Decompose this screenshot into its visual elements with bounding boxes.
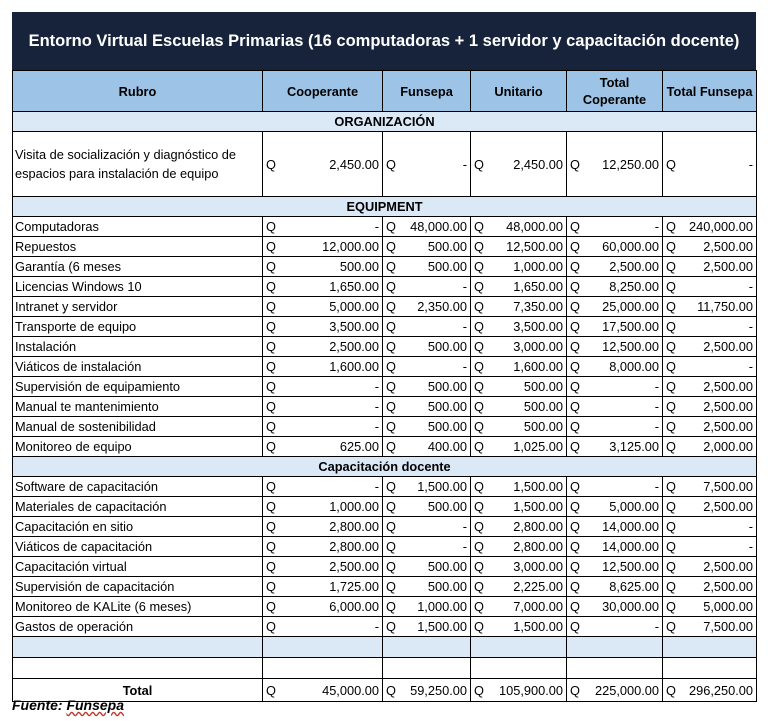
currency-cell: Q <box>383 497 405 517</box>
rubro-cell: Transporte de equipo <box>13 317 263 337</box>
rubro-cell: Total <box>13 679 263 702</box>
empty-cell <box>13 658 263 679</box>
amount-cell: 500.00 <box>285 257 383 277</box>
amount-cell: 12,250.00 <box>589 132 663 197</box>
currency-cell: Q <box>383 237 405 257</box>
currency-cell: Q <box>471 357 493 377</box>
amount-cell: 2,500.00 <box>685 397 757 417</box>
amount-cell: 3,000.00 <box>493 337 567 357</box>
empty-cell <box>263 637 383 658</box>
amount-cell: 12,500.00 <box>589 337 663 357</box>
amount-cell: - <box>685 537 757 557</box>
amount-cell: 1,650.00 <box>285 277 383 297</box>
currency-cell: Q <box>383 557 405 577</box>
amount-cell: 1,600.00 <box>285 357 383 377</box>
amount-cell: 7,500.00 <box>685 477 757 497</box>
currency-cell: Q <box>471 257 493 277</box>
currency-cell: Q <box>383 597 405 617</box>
amount-cell: 1,600.00 <box>493 357 567 377</box>
amount-cell: - <box>405 537 471 557</box>
rubro-cell: Supervisión de capacitación <box>13 577 263 597</box>
rubro-cell: Gastos de operación <box>13 617 263 637</box>
amount-cell: 296,250.00 <box>685 679 757 702</box>
currency-cell: Q <box>663 577 685 597</box>
amount-cell: - <box>685 317 757 337</box>
table-row <box>13 617 757 637</box>
currency-cell: Q <box>663 597 685 617</box>
currency-cell: Q <box>263 277 285 297</box>
currency-cell: Q <box>383 357 405 377</box>
spacer-row <box>13 637 757 658</box>
amount-cell: 1,500.00 <box>405 617 471 637</box>
currency-cell: Q <box>567 577 589 597</box>
amount-cell: - <box>589 417 663 437</box>
currency-cell: Q <box>383 679 405 702</box>
currency-cell: Q <box>263 517 285 537</box>
amount-cell: 2,500.00 <box>685 257 757 277</box>
amount-cell: 500.00 <box>493 377 567 397</box>
currency-cell: Q <box>471 497 493 517</box>
amount-cell: 45,000.00 <box>285 679 383 702</box>
currency-cell: Q <box>383 257 405 277</box>
table-row <box>13 397 757 417</box>
amount-cell: - <box>589 477 663 497</box>
currency-cell: Q <box>263 477 285 497</box>
currency-cell: Q <box>263 679 285 702</box>
table-row <box>13 577 757 597</box>
currency-cell: Q <box>663 679 685 702</box>
currency-cell: Q <box>383 417 405 437</box>
amount-cell: 500.00 <box>405 397 471 417</box>
currency-cell: Q <box>663 217 685 237</box>
table-row <box>13 357 757 377</box>
currency-cell: Q <box>263 237 285 257</box>
rubro-cell: Capacitación virtual <box>13 557 263 577</box>
table-row <box>13 257 757 277</box>
amount-cell: - <box>685 132 757 197</box>
budget-sheet <box>12 12 756 702</box>
currency-cell: Q <box>263 337 285 357</box>
amount-cell: 2,800.00 <box>285 537 383 557</box>
header-rubro: Rubro <box>13 71 263 112</box>
currency-cell: Q <box>663 557 685 577</box>
currency-cell: Q <box>663 537 685 557</box>
amount-cell: 500.00 <box>493 397 567 417</box>
source-note <box>12 697 124 713</box>
empty-cell <box>567 637 663 658</box>
rubro-cell: Viáticos de instalación <box>13 357 263 377</box>
amount-cell: 1,500.00 <box>493 477 567 497</box>
amount-cell: 12,000.00 <box>285 237 383 257</box>
table-row <box>13 537 757 557</box>
section-header-row <box>13 112 757 132</box>
amount-cell: - <box>685 517 757 537</box>
currency-cell: Q <box>471 237 493 257</box>
budget-table <box>12 70 757 702</box>
amount-cell: 500.00 <box>405 557 471 577</box>
rubro-cell: Manual de sostenibilidad <box>13 417 263 437</box>
amount-cell: 1,000.00 <box>285 497 383 517</box>
currency-cell: Q <box>471 597 493 617</box>
currency-cell: Q <box>567 277 589 297</box>
currency-cell: Q <box>663 377 685 397</box>
amount-cell: 2,450.00 <box>493 132 567 197</box>
currency-cell: Q <box>567 597 589 617</box>
amount-cell: 1,650.00 <box>493 277 567 297</box>
rubro-cell: Visita de socialización y diagnóstico de espacios para instalación de equipo <box>13 132 263 197</box>
currency-cell: Q <box>567 417 589 437</box>
currency-cell: Q <box>263 497 285 517</box>
empty-cell <box>471 637 567 658</box>
currency-cell: Q <box>471 477 493 497</box>
currency-cell: Q <box>263 217 285 237</box>
amount-cell: 500.00 <box>405 577 471 597</box>
currency-cell: Q <box>663 317 685 337</box>
currency-cell: Q <box>567 537 589 557</box>
rubro-cell: Monitoreo de KALite (6 meses) <box>13 597 263 617</box>
currency-cell: Q <box>663 497 685 517</box>
table-title: Entorno Virtual Escuelas Primarias (16 computadoras + 1 servidor y capacitación docente) <box>12 12 756 70</box>
rubro-cell: Monitoreo de equipo <box>13 437 263 457</box>
amount-cell: - <box>405 317 471 337</box>
amount-cell: 2,500.00 <box>685 577 757 597</box>
currency-cell: Q <box>383 577 405 597</box>
currency-cell: Q <box>471 297 493 317</box>
amount-cell: 8,250.00 <box>589 277 663 297</box>
amount-cell: 625.00 <box>285 437 383 457</box>
amount-cell: - <box>405 357 471 377</box>
currency-cell: Q <box>471 132 493 197</box>
table-row <box>13 297 757 317</box>
amount-cell: - <box>285 377 383 397</box>
currency-cell: Q <box>263 377 285 397</box>
amount-cell: - <box>589 217 663 237</box>
currency-cell: Q <box>263 317 285 337</box>
amount-cell: 60,000.00 <box>589 237 663 257</box>
rubro-cell: Manual te mantenimiento <box>13 397 263 417</box>
amount-cell: 500.00 <box>405 257 471 277</box>
empty-cell <box>567 658 663 679</box>
rubro-cell: Intranet y servidor <box>13 297 263 317</box>
currency-cell: Q <box>263 417 285 437</box>
amount-cell: 2,500.00 <box>285 337 383 357</box>
currency-cell: Q <box>567 317 589 337</box>
header-total-cooperante: Total Coperante <box>567 71 663 112</box>
spacer-row <box>13 658 757 679</box>
section-header-row <box>13 457 757 477</box>
amount-cell: 5,000.00 <box>685 597 757 617</box>
amount-cell: 1,500.00 <box>493 617 567 637</box>
currency-cell: Q <box>471 217 493 237</box>
currency-cell: Q <box>263 617 285 637</box>
amount-cell: 2,225.00 <box>493 577 567 597</box>
amount-cell: 8,625.00 <box>589 577 663 597</box>
amount-cell: 105,900.00 <box>493 679 567 702</box>
header-funsepa: Funsepa <box>383 71 471 112</box>
currency-cell: Q <box>383 297 405 317</box>
amount-cell: - <box>285 477 383 497</box>
currency-cell: Q <box>263 132 285 197</box>
amount-cell: 2,500.00 <box>685 237 757 257</box>
currency-cell: Q <box>471 577 493 597</box>
rubro-cell: Software de capacitación <box>13 477 263 497</box>
header-row <box>13 71 757 112</box>
amount-cell: 500.00 <box>405 417 471 437</box>
currency-cell: Q <box>663 337 685 357</box>
currency-cell: Q <box>567 257 589 277</box>
currency-cell: Q <box>567 437 589 457</box>
amount-cell: 11,750.00 <box>685 297 757 317</box>
amount-cell: 225,000.00 <box>589 679 663 702</box>
section-title: EQUIPMENT <box>13 197 757 217</box>
currency-cell: Q <box>383 277 405 297</box>
table-row <box>13 217 757 237</box>
section-title: Capacitación docente <box>13 457 757 477</box>
amount-cell: 7,000.00 <box>493 597 567 617</box>
currency-cell: Q <box>663 257 685 277</box>
currency-cell: Q <box>663 617 685 637</box>
currency-cell: Q <box>263 257 285 277</box>
table-row <box>13 132 757 197</box>
amount-cell: 500.00 <box>405 497 471 517</box>
currency-cell: Q <box>663 132 685 197</box>
rubro-cell: Computadoras <box>13 217 263 237</box>
currency-cell: Q <box>663 357 685 377</box>
amount-cell: 8,000.00 <box>589 357 663 377</box>
currency-cell: Q <box>471 337 493 357</box>
currency-cell: Q <box>263 357 285 377</box>
amount-cell: 25,000.00 <box>589 297 663 317</box>
table-row <box>13 377 757 397</box>
table-body <box>13 112 757 702</box>
amount-cell: - <box>405 132 471 197</box>
currency-cell: Q <box>383 217 405 237</box>
header-unitario: Unitario <box>471 71 567 112</box>
header-cooperante: Cooperante <box>263 71 383 112</box>
amount-cell: 1,025.00 <box>493 437 567 457</box>
currency-cell: Q <box>567 297 589 317</box>
amount-cell: - <box>405 517 471 537</box>
table-row <box>13 277 757 297</box>
empty-cell <box>383 658 471 679</box>
currency-cell: Q <box>663 397 685 417</box>
currency-cell: Q <box>263 597 285 617</box>
amount-cell: 3,500.00 <box>285 317 383 337</box>
currency-cell: Q <box>663 237 685 257</box>
currency-cell: Q <box>383 437 405 457</box>
currency-cell: Q <box>567 357 589 377</box>
currency-cell: Q <box>567 132 589 197</box>
source-prefix: Fuente: <box>12 697 67 713</box>
amount-cell: 2,350.00 <box>405 297 471 317</box>
empty-cell <box>263 658 383 679</box>
amount-cell: - <box>589 377 663 397</box>
currency-cell: Q <box>383 337 405 357</box>
empty-cell <box>383 637 471 658</box>
amount-cell: 7,350.00 <box>493 297 567 317</box>
rubro-cell: Materiales de capacitación <box>13 497 263 517</box>
amount-cell: 1,500.00 <box>493 497 567 517</box>
table-row <box>13 557 757 577</box>
currency-cell: Q <box>663 517 685 537</box>
amount-cell: - <box>405 277 471 297</box>
currency-cell: Q <box>263 437 285 457</box>
amount-cell: - <box>285 417 383 437</box>
source-name: Funsepa <box>66 697 125 713</box>
currency-cell: Q <box>471 397 493 417</box>
amount-cell: - <box>589 397 663 417</box>
section-header-row <box>13 197 757 217</box>
currency-cell: Q <box>383 537 405 557</box>
table-row <box>13 497 757 517</box>
amount-cell: 2,500.00 <box>285 557 383 577</box>
amount-cell: 14,000.00 <box>589 537 663 557</box>
table-row <box>13 237 757 257</box>
currency-cell: Q <box>383 477 405 497</box>
amount-cell: 3,000.00 <box>493 557 567 577</box>
currency-cell: Q <box>567 557 589 577</box>
rubro-cell: Garantía (6 meses <box>13 257 263 277</box>
amount-cell: 2,500.00 <box>685 497 757 517</box>
amount-cell: 14,000.00 <box>589 517 663 537</box>
currency-cell: Q <box>471 317 493 337</box>
amount-cell: 2,000.00 <box>685 437 757 457</box>
currency-cell: Q <box>263 557 285 577</box>
amount-cell: 2,800.00 <box>493 517 567 537</box>
amount-cell: 500.00 <box>405 377 471 397</box>
amount-cell: 2,500.00 <box>589 257 663 277</box>
amount-cell: - <box>685 357 757 377</box>
amount-cell: 59,250.00 <box>405 679 471 702</box>
table-row <box>13 437 757 457</box>
amount-cell: 3,500.00 <box>493 317 567 337</box>
rubro-cell: Repuestos <box>13 237 263 257</box>
currency-cell: Q <box>263 397 285 417</box>
currency-cell: Q <box>567 617 589 637</box>
table-row <box>13 517 757 537</box>
rubro-cell: Instalación <box>13 337 263 357</box>
amount-cell: 1,000.00 <box>405 597 471 617</box>
amount-cell: 3,125.00 <box>589 437 663 457</box>
amount-cell: 2,500.00 <box>685 377 757 397</box>
currency-cell: Q <box>567 517 589 537</box>
amount-cell: 2,800.00 <box>285 517 383 537</box>
empty-cell <box>663 637 757 658</box>
amount-cell: - <box>285 617 383 637</box>
currency-cell: Q <box>663 437 685 457</box>
currency-cell: Q <box>471 617 493 637</box>
currency-cell: Q <box>383 617 405 637</box>
section-title: ORGANIZACIÓN <box>13 112 757 132</box>
amount-cell: 12,500.00 <box>493 237 567 257</box>
currency-cell: Q <box>567 337 589 357</box>
currency-cell: Q <box>567 217 589 237</box>
currency-cell: Q <box>471 679 493 702</box>
currency-cell: Q <box>383 132 405 197</box>
currency-cell: Q <box>663 277 685 297</box>
currency-cell: Q <box>567 237 589 257</box>
amount-cell: 1,725.00 <box>285 577 383 597</box>
currency-cell: Q <box>263 537 285 557</box>
amount-cell: 500.00 <box>493 417 567 437</box>
amount-cell: 48,000.00 <box>493 217 567 237</box>
currency-cell: Q <box>567 679 589 702</box>
amount-cell: - <box>589 617 663 637</box>
amount-cell: 2,500.00 <box>685 337 757 357</box>
amount-cell: 500.00 <box>405 237 471 257</box>
table-row <box>13 417 757 437</box>
currency-cell: Q <box>663 417 685 437</box>
currency-cell: Q <box>263 297 285 317</box>
rubro-cell: Capacitación en sitio <box>13 517 263 537</box>
currency-cell: Q <box>471 437 493 457</box>
table-row <box>13 317 757 337</box>
amount-cell: 240,000.00 <box>685 217 757 237</box>
rubro-cell: Viáticos de capacitación <box>13 537 263 557</box>
header-total-funsepa: Total Funsepa <box>663 71 757 112</box>
total-row <box>13 679 757 702</box>
amount-cell: 1,500.00 <box>405 477 471 497</box>
currency-cell: Q <box>663 477 685 497</box>
currency-cell: Q <box>567 497 589 517</box>
amount-cell: 400.00 <box>405 437 471 457</box>
currency-cell: Q <box>383 317 405 337</box>
amount-cell: 1,000.00 <box>493 257 567 277</box>
currency-cell: Q <box>383 397 405 417</box>
amount-cell: 500.00 <box>405 337 471 357</box>
currency-cell: Q <box>567 477 589 497</box>
currency-cell: Q <box>383 517 405 537</box>
currency-cell: Q <box>263 577 285 597</box>
currency-cell: Q <box>471 517 493 537</box>
currency-cell: Q <box>567 397 589 417</box>
currency-cell: Q <box>471 537 493 557</box>
amount-cell: 6,000.00 <box>285 597 383 617</box>
currency-cell: Q <box>471 377 493 397</box>
amount-cell: 5,000.00 <box>285 297 383 317</box>
amount-cell: - <box>285 397 383 417</box>
currency-cell: Q <box>471 417 493 437</box>
table-row <box>13 477 757 497</box>
currency-cell: Q <box>471 277 493 297</box>
rubro-cell: Supervisión de equipamiento <box>13 377 263 397</box>
currency-cell: Q <box>471 557 493 577</box>
amount-cell: - <box>285 217 383 237</box>
table-row <box>13 597 757 617</box>
amount-cell: 5,000.00 <box>589 497 663 517</box>
amount-cell: 2,800.00 <box>493 537 567 557</box>
amount-cell: 30,000.00 <box>589 597 663 617</box>
currency-cell: Q <box>567 377 589 397</box>
amount-cell: 2,500.00 <box>685 557 757 577</box>
table-row <box>13 337 757 357</box>
amount-cell: 48,000.00 <box>405 217 471 237</box>
currency-cell: Q <box>383 377 405 397</box>
amount-cell: 2,500.00 <box>685 417 757 437</box>
empty-cell <box>471 658 567 679</box>
rubro-cell: Licencias Windows 10 <box>13 277 263 297</box>
amount-cell: 7,500.00 <box>685 617 757 637</box>
amount-cell: 12,500.00 <box>589 557 663 577</box>
amount-cell: 2,450.00 <box>285 132 383 197</box>
currency-cell: Q <box>663 297 685 317</box>
empty-cell <box>663 658 757 679</box>
empty-cell <box>13 637 263 658</box>
amount-cell: - <box>685 277 757 297</box>
amount-cell: 17,500.00 <box>589 317 663 337</box>
